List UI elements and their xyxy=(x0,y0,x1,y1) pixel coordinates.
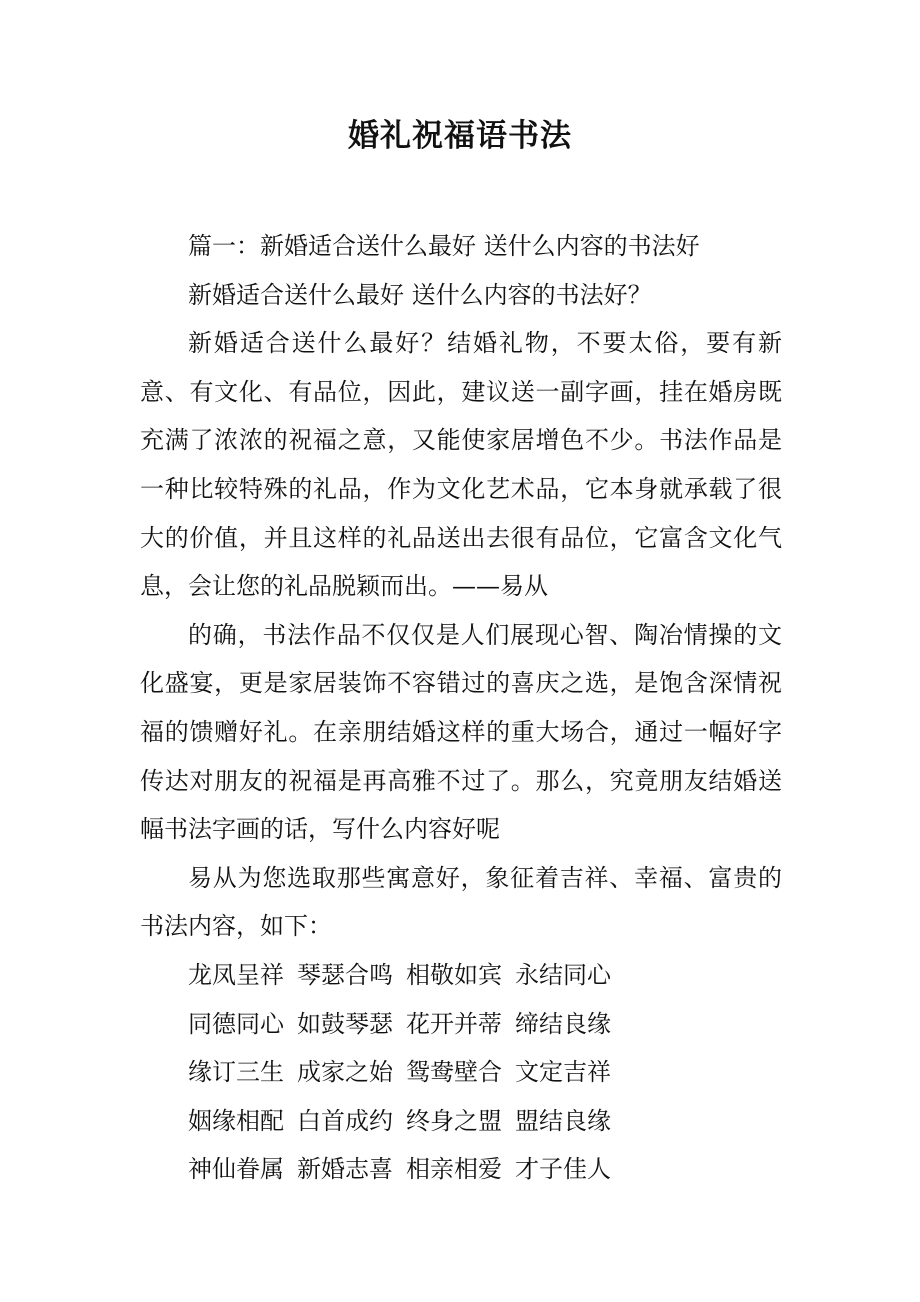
blessing-phrase: 才子佳人 xyxy=(515,1155,611,1184)
phrase-row xyxy=(140,1145,782,1194)
document-title: 婚礼祝福语书法 xyxy=(348,118,572,154)
paragraph-calligraphy-value: 的确，书法作品不仅仅是人们展现心智、陶冶情操的文化盛宴，更是家居装饰不容错过的喜庆之选，是饱含深情祝福的馈赠好礼。在亲朋结婚这样的重大场合，通过一幅好字传达对朋友的祝福是再高雅不过了。那么，究竟朋友结婚送幅书法字画的话，写什么内容好呢 xyxy=(140,620,782,844)
blessing-phrase: 缔结良缘 xyxy=(515,1009,611,1038)
blessing-phrase: 花开并蒂 xyxy=(406,1009,502,1038)
blessing-phrase: 成家之始 xyxy=(297,1058,393,1087)
phrase-row xyxy=(140,1048,782,1097)
phrase-row xyxy=(140,1000,782,1049)
blessing-phrase: 神仙眷属 xyxy=(188,1155,284,1184)
phrase-row xyxy=(140,951,782,1000)
blessing-phrase: 文定吉祥 xyxy=(515,1058,611,1087)
phrase-row xyxy=(140,1097,782,1146)
blessing-phrase: 琴瑟合鸣 xyxy=(297,960,393,989)
blessing-phrase: 姻缘相配 xyxy=(188,1106,284,1135)
heading-line: 篇一：新婚适合送什么最好 送什么内容的书法好 xyxy=(188,232,700,260)
document-body xyxy=(140,222,782,1194)
paragraph-intro: 新婚适合送什么最好？结婚礼物，不要太俗，要有新意、有文化、有品位，因此，建议送一副字画，挂在婚房既充满了浓浓的祝福之意，又能使家居增色不少。书法作品是一种比较特殊的礼品，作为文化艺术品，它本身就承载了很大的价值，并且这样的礼品送出去很有品位，它富含文化气息，会让您的礼品脱颖而出。——易从 xyxy=(140,329,782,601)
blessing-phrase: 白首成约 xyxy=(297,1106,393,1135)
blessing-phrase: 同德同心 xyxy=(188,1009,284,1038)
blessing-phrase: 鸳鸯壁合 xyxy=(406,1058,502,1087)
blessing-phrase: 终身之盟 xyxy=(406,1106,502,1135)
blessing-phrase: 如鼓琴瑟 xyxy=(297,1009,393,1038)
blessing-phrase: 相亲相爱 xyxy=(406,1155,502,1184)
subheading-line: 新婚适合送什么最好 送什么内容的书法好？ xyxy=(188,280,652,309)
paragraph-selection: 易从为您选取那些寓意好，象征着吉祥、幸福、富贵的书法内容，如下： xyxy=(140,863,782,941)
blessing-phrase: 龙凤呈祥 xyxy=(188,960,284,989)
blessing-phrase: 永结同心 xyxy=(515,960,611,989)
blessing-phrase: 盟结良缘 xyxy=(515,1106,611,1135)
blessing-phrase: 相敬如宾 xyxy=(406,960,502,989)
blessing-phrase: 缘订三生 xyxy=(188,1058,284,1087)
blessing-phrase: 新婚志喜 xyxy=(297,1155,393,1184)
